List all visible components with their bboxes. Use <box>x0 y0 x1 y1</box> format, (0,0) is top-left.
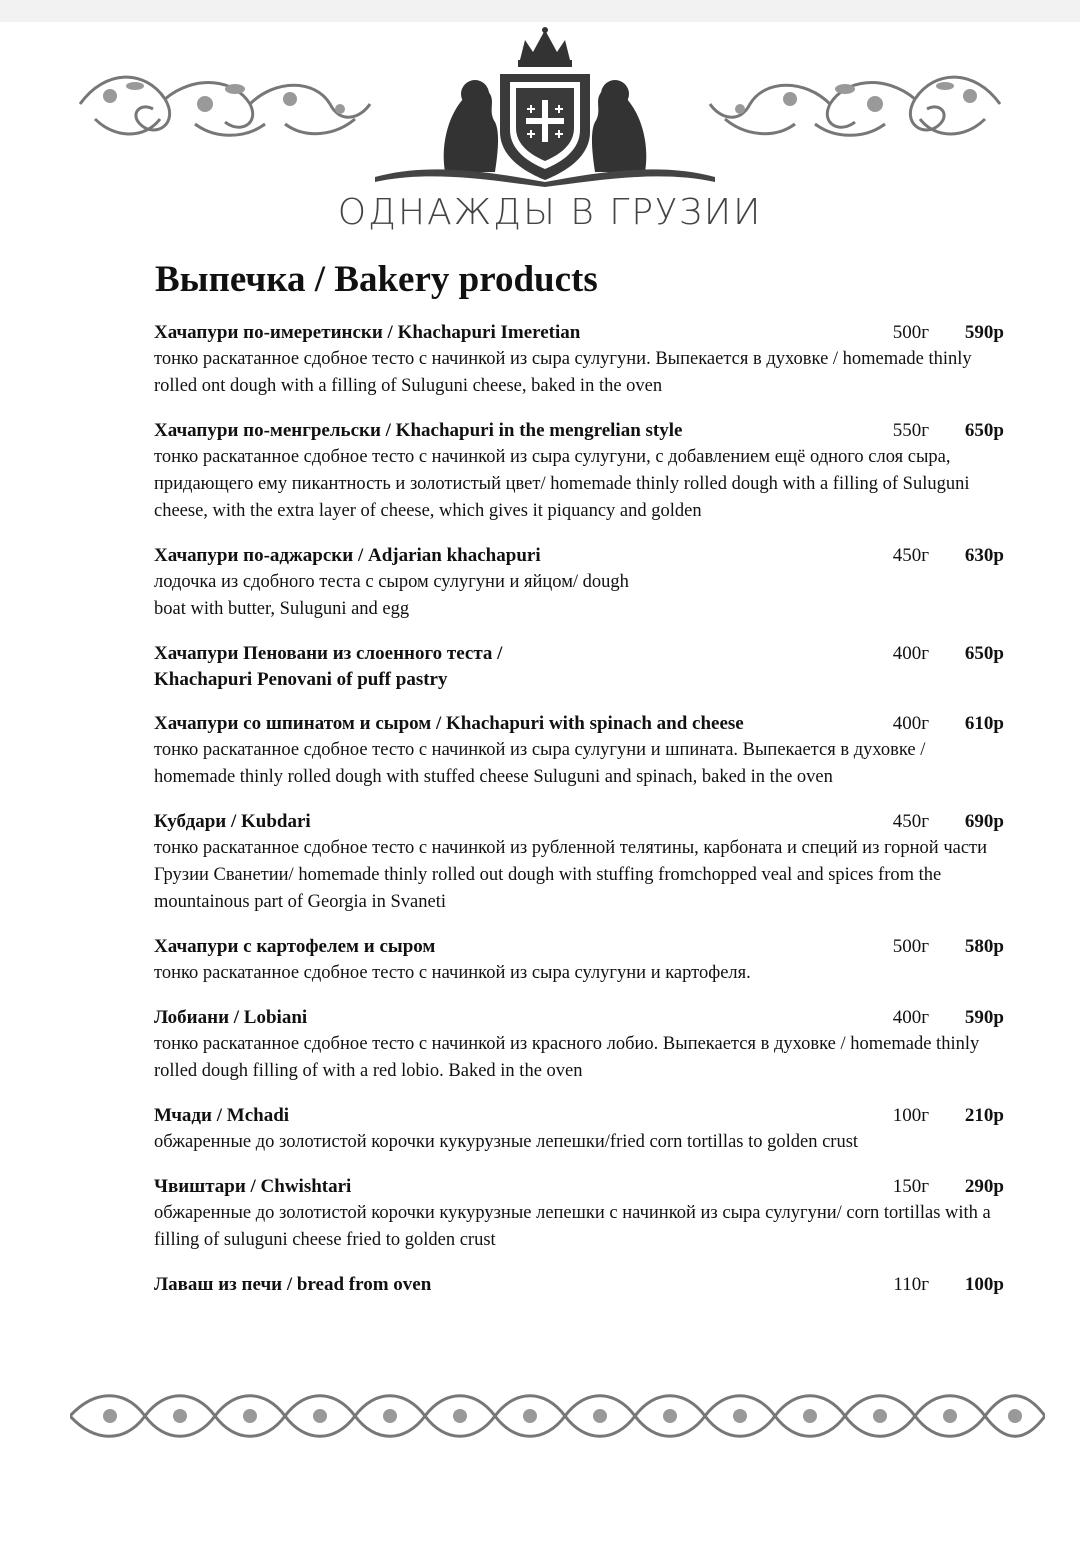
menu-item <box>154 1103 1004 1156</box>
menu-item <box>154 711 1004 791</box>
menu-item-price: 610р <box>964 713 1004 734</box>
menu-item-weight: 110г <box>893 1274 929 1295</box>
menu-item-weight: 100г <box>892 1105 929 1126</box>
menu-item-name: Хачапури с картофелем и сыром <box>154 936 436 957</box>
menu-item-name: Хачапури Пеновани из слоенного теста / Khachapuri Penovani of puff pastry <box>154 643 503 690</box>
menu-item-description: тонко раскатанное сдобное тесто с начинкой из сыра сулугуни и картофеля. <box>154 963 751 983</box>
menu-item <box>154 1174 1004 1254</box>
menu-item-weight: 450г <box>892 545 929 566</box>
menu-page <box>0 22 1080 1548</box>
baroque-ornament-right-icon <box>705 64 1005 144</box>
menu-item <box>154 934 1004 987</box>
menu-item-weight: 500г <box>892 936 929 957</box>
menu-item <box>154 320 1004 400</box>
menu-item-weight: 450г <box>892 811 929 832</box>
menu-item-name: Кубдари / Kubdari <box>154 811 311 832</box>
menu-item-name: Лаваш из печи / bread from oven <box>154 1274 432 1295</box>
menu-item-price: 590р <box>964 322 1004 343</box>
menu-item-description: тонко раскатанное сдобное тесто с начинкой из красного лобио. Выпекается в духовке / homemade thinly rolled dough filling of with a red lobio. Baked in the oven <box>154 1034 980 1081</box>
menu-item-weight: 550г <box>892 420 929 441</box>
menu-item <box>154 809 1004 916</box>
menu-item-weight: 400г <box>892 1007 929 1028</box>
menu-item-name: Лобиани / Lobiani <box>154 1007 308 1028</box>
menu-item-description: тонко раскатанное сдобное тесто с начинкой из рубленной телятины, карбоната и специй из горной части Грузии Сванетии/ homemade thinly rolled out dough with stuffing fromchopped veal and spices from the mountainous part of Georgia in Svaneti <box>154 838 988 912</box>
menu-item <box>154 1005 1004 1085</box>
menu-item-weight: 500г <box>892 322 929 343</box>
menu-item-name: Хачапури по-аджарски / Adjarian khachapuri <box>154 545 541 566</box>
menu-item-price: 580р <box>964 936 1004 957</box>
menu-item <box>154 418 1004 525</box>
menu-item-price: 210р <box>964 1105 1004 1126</box>
menu-list <box>154 320 1004 1316</box>
menu-item-price: 290р <box>964 1176 1004 1197</box>
menu-item-description: обжаренные до золотистой корочки кукурузные лепешки/fried corn tortillas to golden crust <box>154 1132 859 1152</box>
menu-item <box>154 641 1004 693</box>
menu-item-price: 630р <box>964 545 1004 566</box>
menu-item-price: 590р <box>964 1007 1004 1028</box>
menu-item <box>154 543 1004 623</box>
menu-item-name: Чвиштари / Chwishtari <box>154 1176 352 1197</box>
menu-header <box>0 22 1080 257</box>
menu-item-price: 690р <box>964 811 1004 832</box>
section-title: Выпечка / Bakery products <box>155 259 598 300</box>
menu-item-name: Хачапури по-менгрельски / Khachapuri in the mengrelian style <box>154 420 683 441</box>
menu-item-description: тонко раскатанное сдобное тесто с начинкой из сыра сулугуни, с добавлением ещё одного слоя сыра, придающего ему пикантность и золотистый цвет/ homemade thinly rolled dough with a filling of Suluguni cheese, with the extra layer of cheese, which gives it piquancy and golden <box>154 447 970 521</box>
menu-item-price: 650р <box>964 420 1004 441</box>
crest-logo-icon <box>370 22 720 187</box>
menu-item-price: 650р <box>964 643 1004 664</box>
menu-item-name: Хачапури со шпинатом и сыром / Khachapuri with spinach and cheese <box>154 713 744 734</box>
menu-item-description: обжаренные до золотистой корочки кукурузные лепешки с начинкой из сыра сулугуни/ corn tortillas with a filling of suluguni cheese fried to golden crust <box>154 1203 991 1250</box>
menu-item <box>154 1272 1004 1298</box>
menu-item-name: Хачапури по-имеретински / Khachapuri Imeretian <box>154 322 581 343</box>
menu-item-name: Мчади / Mchadi <box>154 1105 290 1126</box>
menu-item-weight: 400г <box>892 643 929 664</box>
baroque-ornament-left-icon <box>75 64 375 144</box>
menu-item-price: 100р <box>964 1274 1004 1295</box>
menu-item-weight: 400г <box>892 713 929 734</box>
menu-item-description: тонко раскатанное сдобное тесто с начинкой из сыра сулугуни. Выпекается в духовке / homemade thinly rolled ont dough with a filling of Suluguni cheese, baked in the oven <box>154 349 972 396</box>
menu-item-description: лодочка из сдобного теста с сыром сулугуни и яйцом/ dough boat with butter, Suluguni and egg <box>154 572 629 619</box>
menu-item-weight: 150г <box>892 1176 929 1197</box>
baroque-border-footer-icon <box>70 1384 1045 1448</box>
restaurant-name: ОДНАЖДЫ В ГРУЗИИ <box>337 192 763 233</box>
menu-item-description: тонко раскатанное сдобное тесто с начинкой из сыра сулугуни и шпината. Выпекается в духовке / homemade thinly rolled dough with stuffed cheese Suluguni and spinach, baked in the oven <box>154 740 926 787</box>
